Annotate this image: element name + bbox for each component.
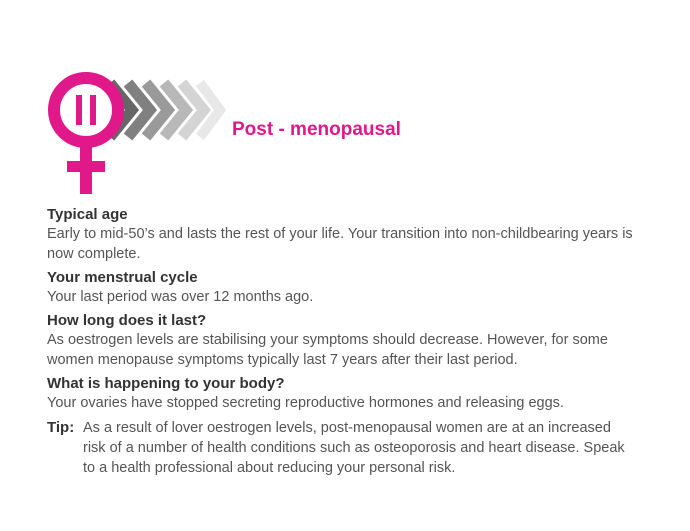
section-text: As oestrogen levels are stabilising your symptoms should decrease. However, for some women menopause symptoms typically last 7 years after their last period.: [47, 332, 608, 368]
section-heading: How long does it last?: [47, 312, 207, 329]
section-duration: [47, 312, 647, 370]
section-menstrual-cycle: [47, 269, 647, 307]
tip-box: [47, 418, 647, 478]
content-body: [47, 206, 647, 478]
tip-text: As a result of lover oestrogen levels, post-menopausal women are at an increased risk of a number of health conditions such as osteoporosis and heart disease. Speak to a health professional about reducing your personal risk.: [83, 420, 625, 476]
section-text: Your ovaries have stopped secreting reproductive hormones and releasing eggs.: [47, 395, 564, 411]
section-heading: What is happening to your body?: [47, 375, 285, 392]
female-symbol-pause-icon: [40, 58, 240, 208]
section-heading: Typical age: [47, 206, 128, 223]
page-title: Post - menopausal: [232, 119, 401, 140]
section-typical-age: [47, 206, 647, 264]
section-body-changes: [47, 375, 647, 413]
pause-icon: [76, 95, 82, 125]
section-text: Early to mid-50’s and lasts the rest of your life. Your transition into non-childbearing years is now complete.: [47, 226, 633, 262]
section-heading: Your menstrual cycle: [47, 269, 198, 286]
tip-label: Tip:: [47, 419, 75, 436]
section-text: Your last period was over 12 months ago.: [47, 289, 314, 305]
